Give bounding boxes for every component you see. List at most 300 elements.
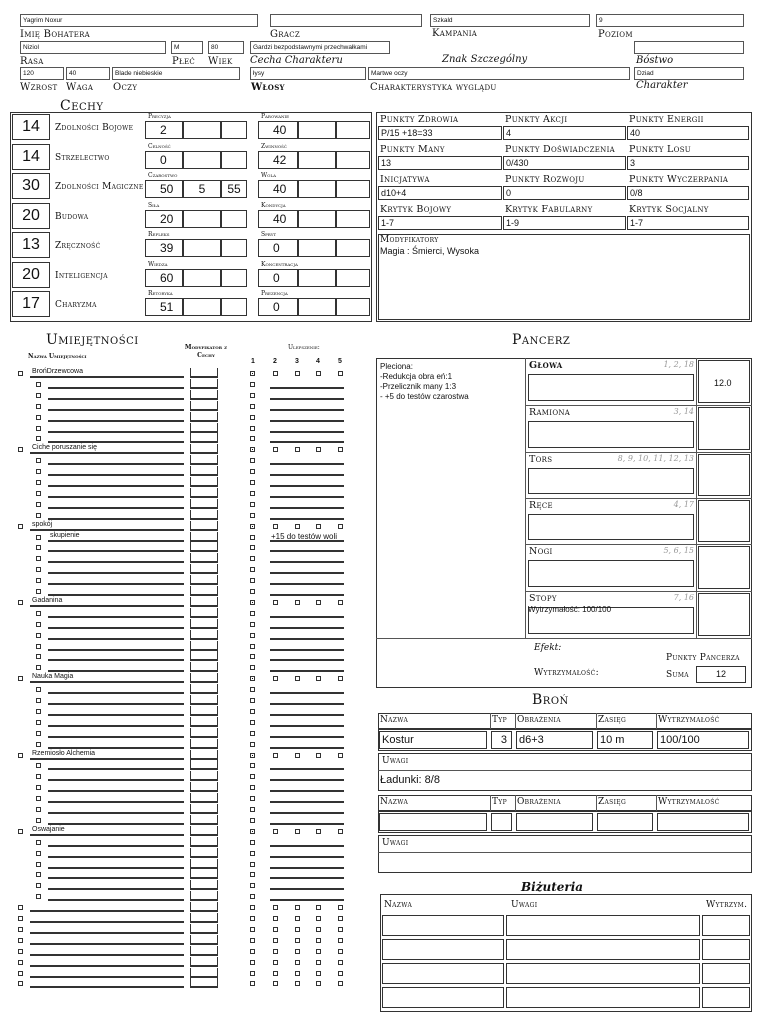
upgrade-note-field[interactable] xyxy=(270,859,344,869)
upgrade-checkbox-5[interactable] xyxy=(338,447,343,452)
skill-name-field[interactable] xyxy=(30,902,184,912)
subtrait-left-value[interactable]: 50 xyxy=(145,180,183,198)
skill-name-field[interactable] xyxy=(48,477,184,487)
upgrade-checkbox-1[interactable] xyxy=(250,502,255,507)
upgrade-checkbox-1[interactable] xyxy=(250,720,255,725)
upgrade-checkbox-5[interactable] xyxy=(338,960,343,965)
upgrade-checkbox-4[interactable] xyxy=(316,524,321,529)
skill-name-field[interactable] xyxy=(30,946,184,956)
upgrade-note-field[interactable] xyxy=(270,455,344,465)
jewelry-notes-field[interactable] xyxy=(506,915,700,936)
upgrade-checkbox-3[interactable] xyxy=(295,960,300,965)
eyes-field[interactable]: Blade niebieskie xyxy=(112,67,240,80)
subtrait-left-bonus[interactable] xyxy=(183,151,221,169)
subtrait-right-total[interactable] xyxy=(336,239,370,257)
skill-modifier-field[interactable] xyxy=(190,826,218,836)
skill-checkbox[interactable] xyxy=(36,709,41,714)
subtrait-left-value[interactable]: 60 xyxy=(145,269,183,287)
skill-modifier-field[interactable] xyxy=(190,488,218,498)
skill-name-field[interactable] xyxy=(30,913,184,923)
subtrait-right-bonus[interactable] xyxy=(298,151,336,169)
subtrait-left-total[interactable] xyxy=(221,298,247,316)
skill-name-field[interactable] xyxy=(48,630,184,640)
skill-checkbox[interactable] xyxy=(36,796,41,801)
upgrade-checkbox-3[interactable] xyxy=(295,829,300,834)
upgrade-note-field[interactable] xyxy=(270,608,344,618)
sex-field[interactable]: M xyxy=(171,41,203,54)
skill-modifier-field[interactable] xyxy=(190,815,218,825)
upgrade-checkbox-2[interactable] xyxy=(273,938,278,943)
skill-modifier-field[interactable] xyxy=(190,837,218,847)
skill-checkbox[interactable] xyxy=(36,578,41,583)
point-value[interactable]: d10+4 xyxy=(378,186,502,200)
skill-name-field[interactable] xyxy=(48,553,184,563)
upgrade-checkbox-1[interactable] xyxy=(250,807,255,812)
armor-part-value-box[interactable] xyxy=(698,407,750,450)
skill-name-field[interactable]: Gadanina xyxy=(30,597,184,607)
upgrade-checkbox-1[interactable] xyxy=(250,872,255,877)
jewelry-name-field[interactable] xyxy=(382,963,504,984)
jewelry-notes-field[interactable] xyxy=(506,963,700,984)
upgrade-checkbox-4[interactable] xyxy=(316,371,321,376)
upgrade-checkbox-5[interactable] xyxy=(338,524,343,529)
upgrade-checkbox-1[interactable] xyxy=(250,851,255,856)
upgrade-checkbox-3[interactable] xyxy=(295,927,300,932)
point-value[interactable]: 13 xyxy=(378,156,502,170)
skill-modifier-field[interactable] xyxy=(190,695,218,705)
skill-name-field[interactable] xyxy=(48,662,184,672)
upgrade-note-field[interactable] xyxy=(270,728,344,738)
subtrait-right-bonus[interactable] xyxy=(298,269,336,287)
weight-field[interactable]: 40 xyxy=(66,67,110,80)
skill-modifier-field[interactable] xyxy=(190,968,218,978)
upgrade-checkbox-1[interactable] xyxy=(250,545,255,550)
upgrade-note-field[interactable] xyxy=(270,651,344,661)
skill-checkbox[interactable] xyxy=(36,862,41,867)
upgrade-checkbox-1[interactable] xyxy=(250,469,255,474)
skill-checkbox[interactable] xyxy=(36,807,41,812)
armor-part-value-box[interactable] xyxy=(698,546,750,589)
skill-modifier-field[interactable] xyxy=(190,869,218,879)
point-value[interactable]: 1-7 xyxy=(627,216,749,230)
skill-name-field[interactable] xyxy=(30,957,184,967)
skill-checkbox[interactable] xyxy=(36,502,41,507)
upgrade-checkbox-1[interactable] xyxy=(250,567,255,572)
skill-modifier-field[interactable] xyxy=(190,771,218,781)
upgrade-checkbox-1[interactable] xyxy=(250,371,255,376)
upgrade-checkbox-2[interactable] xyxy=(273,916,278,921)
jewelry-durability-field[interactable] xyxy=(702,939,750,960)
upgrade-note-field[interactable] xyxy=(270,848,344,858)
upgrade-checkbox-4[interactable] xyxy=(316,905,321,910)
skill-name-field[interactable]: skupienie xyxy=(48,532,184,542)
subtrait-left-value[interactable]: 0 xyxy=(145,151,183,169)
upgrade-checkbox-1[interactable] xyxy=(250,458,255,463)
trait-value[interactable]: 20 xyxy=(12,262,50,288)
upgrade-checkbox-4[interactable] xyxy=(316,600,321,605)
upgrade-note-field[interactable] xyxy=(270,684,344,694)
skill-checkbox[interactable] xyxy=(18,524,23,529)
skill-modifier-field[interactable] xyxy=(190,466,218,476)
upgrade-note-field[interactable] xyxy=(270,553,344,563)
upgrade-checkbox-1[interactable] xyxy=(250,949,255,954)
upgrade-checkbox-2[interactable] xyxy=(273,600,278,605)
upgrade-note-field[interactable] xyxy=(270,739,344,749)
skill-name-field[interactable] xyxy=(48,891,184,901)
upgrade-note-field[interactable] xyxy=(270,575,344,585)
subtrait-left-total[interactable] xyxy=(221,210,247,228)
armor-part-field[interactable] xyxy=(528,421,694,448)
subtrait-right-value[interactable]: 0 xyxy=(258,239,298,257)
skill-checkbox[interactable] xyxy=(36,480,41,485)
upgrade-note-field[interactable] xyxy=(270,488,344,498)
skill-name-field[interactable] xyxy=(48,619,184,629)
skill-name-field[interactable]: Oswajanie xyxy=(30,826,184,836)
skill-checkbox[interactable] xyxy=(18,905,23,910)
weapon-notes-value[interactable]: Ładunki: 8/8 xyxy=(380,774,440,786)
upgrade-checkbox-1[interactable] xyxy=(250,731,255,736)
skill-checkbox[interactable] xyxy=(36,513,41,518)
skill-checkbox[interactable] xyxy=(18,447,23,452)
upgrade-checkbox-5[interactable] xyxy=(338,916,343,921)
hair-field[interactable]: łysy xyxy=(250,67,366,80)
upgrade-checkbox-3[interactable] xyxy=(295,371,300,376)
upgrade-note-field[interactable] xyxy=(270,782,344,792)
skill-checkbox[interactable] xyxy=(18,927,23,932)
upgrade-note-field[interactable] xyxy=(270,880,344,890)
upgrade-checkbox-1[interactable] xyxy=(250,644,255,649)
upgrade-checkbox-1[interactable] xyxy=(250,971,255,976)
subtrait-right-bonus[interactable] xyxy=(298,121,336,139)
jewelry-name-field[interactable] xyxy=(382,939,504,960)
upgrade-checkbox-1[interactable] xyxy=(250,382,255,387)
upgrade-note-field[interactable] xyxy=(270,760,344,770)
subtrait-left-value[interactable]: 51 xyxy=(145,298,183,316)
subtrait-left-total[interactable] xyxy=(221,239,247,257)
upgrade-checkbox-1[interactable] xyxy=(250,665,255,670)
skill-modifier-field[interactable] xyxy=(190,728,218,738)
skill-name-field[interactable] xyxy=(48,706,184,716)
skill-name-field[interactable]: BrońDrzewcowa xyxy=(30,368,184,378)
upgrade-checkbox-2[interactable] xyxy=(273,960,278,965)
trait-value[interactable]: 30 xyxy=(12,173,50,199)
subtrait-right-bonus[interactable] xyxy=(298,180,336,198)
subtrait-right-total[interactable] xyxy=(336,269,370,287)
skill-checkbox[interactable] xyxy=(36,763,41,768)
skill-name-field[interactable] xyxy=(48,466,184,476)
upgrade-checkbox-5[interactable] xyxy=(338,829,343,834)
upgrade-note-woli[interactable]: +15 do testów woli xyxy=(271,532,338,541)
skill-modifier-field[interactable] xyxy=(190,641,218,651)
upgrade-checkbox-3[interactable] xyxy=(295,981,300,986)
upgrade-checkbox-1[interactable] xyxy=(250,894,255,899)
skill-modifier-field[interactable] xyxy=(190,706,218,716)
skill-checkbox[interactable] xyxy=(18,676,23,681)
skill-modifier-field[interactable] xyxy=(190,542,218,552)
upgrade-note-field[interactable] xyxy=(270,390,344,400)
skill-checkbox[interactable] xyxy=(36,436,41,441)
upgrade-checkbox-1[interactable] xyxy=(250,927,255,932)
skill-checkbox[interactable] xyxy=(36,622,41,627)
skill-modifier-field[interactable] xyxy=(190,880,218,890)
skill-name-field[interactable] xyxy=(48,782,184,792)
subtrait-right-value[interactable]: 0 xyxy=(258,269,298,287)
skill-name-field[interactable] xyxy=(30,935,184,945)
subtrait-right-value[interactable]: 40 xyxy=(258,180,298,198)
skill-name-field[interactable] xyxy=(48,869,184,879)
upgrade-checkbox-1[interactable] xyxy=(250,513,255,518)
upgrade-checkbox-1[interactable] xyxy=(250,491,255,496)
upgrade-note-field[interactable] xyxy=(270,771,344,781)
skill-name-field[interactable] xyxy=(48,771,184,781)
upgrade-checkbox-5[interactable] xyxy=(338,927,343,932)
trait-value[interactable]: 13 xyxy=(12,232,50,258)
upgrade-checkbox-2[interactable] xyxy=(273,753,278,758)
character-field[interactable]: Dziad xyxy=(634,67,744,80)
player-field[interactable] xyxy=(270,14,422,27)
upgrade-checkbox-3[interactable] xyxy=(295,447,300,452)
skill-modifier-field[interactable] xyxy=(190,957,218,967)
point-value[interactable]: 1-9 xyxy=(503,216,626,230)
upgrade-checkbox-2[interactable] xyxy=(273,676,278,681)
modifiers-value[interactable]: Magia : Śmierci, Wysoka xyxy=(380,246,479,256)
hero-name-field[interactable]: Yagrim Noxur xyxy=(20,14,258,27)
upgrade-note-field[interactable] xyxy=(270,706,344,716)
age-field[interactable]: 80 xyxy=(208,41,244,54)
subtrait-left-total[interactable] xyxy=(221,269,247,287)
upgrade-checkbox-1[interactable] xyxy=(250,763,255,768)
jewelry-durability-field[interactable] xyxy=(702,987,750,1008)
skill-name-field[interactable] xyxy=(30,968,184,978)
skill-name-field[interactable] xyxy=(48,651,184,661)
skill-name-field[interactable] xyxy=(48,412,184,422)
upgrade-checkbox-1[interactable] xyxy=(250,698,255,703)
skill-name-field[interactable] xyxy=(48,859,184,869)
upgrade-checkbox-1[interactable] xyxy=(250,796,255,801)
upgrade-checkbox-1[interactable] xyxy=(250,742,255,747)
trait-value[interactable]: 14 xyxy=(12,114,50,140)
skill-checkbox[interactable] xyxy=(36,393,41,398)
skill-name-field[interactable] xyxy=(48,880,184,890)
upgrade-checkbox-4[interactable] xyxy=(316,949,321,954)
skill-checkbox[interactable] xyxy=(36,567,41,572)
upgrade-checkbox-1[interactable] xyxy=(250,709,255,714)
upgrade-checkbox-5[interactable] xyxy=(338,753,343,758)
skill-checkbox[interactable] xyxy=(36,469,41,474)
upgrade-note-field[interactable] xyxy=(270,641,344,651)
subtrait-left-bonus[interactable] xyxy=(183,269,221,287)
subtrait-right-value[interactable]: 0 xyxy=(258,298,298,316)
upgrade-checkbox-4[interactable] xyxy=(316,971,321,976)
upgrade-checkbox-1[interactable] xyxy=(250,556,255,561)
upgrade-note-field[interactable] xyxy=(270,564,344,574)
upgrade-checkbox-4[interactable] xyxy=(316,753,321,758)
weapon-type-field[interactable] xyxy=(491,813,512,831)
upgrade-checkbox-1[interactable] xyxy=(250,774,255,779)
skill-name-field[interactable] xyxy=(48,760,184,770)
skill-modifier-field[interactable] xyxy=(190,673,218,683)
skill-modifier-field[interactable] xyxy=(190,521,218,531)
skill-modifier-field[interactable] xyxy=(190,717,218,727)
campaign-field[interactable]: Szkald xyxy=(430,14,590,27)
upgrade-note-field[interactable] xyxy=(270,837,344,847)
upgrade-checkbox-1[interactable] xyxy=(250,862,255,867)
upgrade-checkbox-2[interactable] xyxy=(273,949,278,954)
skill-modifier-field[interactable] xyxy=(190,608,218,618)
skill-name-field[interactable] xyxy=(48,575,184,585)
skill-checkbox[interactable] xyxy=(36,774,41,779)
skill-checkbox[interactable] xyxy=(18,371,23,376)
subtrait-right-bonus[interactable] xyxy=(298,239,336,257)
skill-name-field[interactable] xyxy=(48,695,184,705)
weapon-range-field[interactable] xyxy=(597,813,653,831)
upgrade-note-field[interactable] xyxy=(270,815,344,825)
weapon-range-field[interactable]: 10 m xyxy=(597,731,653,749)
skill-checkbox[interactable] xyxy=(36,644,41,649)
upgrade-checkbox-1[interactable] xyxy=(250,905,255,910)
upgrade-checkbox-1[interactable] xyxy=(250,524,255,529)
skill-modifier-field[interactable] xyxy=(190,750,218,760)
skill-modifier-field[interactable] xyxy=(190,499,218,509)
upgrade-note-field[interactable] xyxy=(270,695,344,705)
upgrade-checkbox-3[interactable] xyxy=(295,676,300,681)
skill-checkbox[interactable] xyxy=(36,415,41,420)
upgrade-checkbox-3[interactable] xyxy=(295,938,300,943)
skill-modifier-field[interactable] xyxy=(190,684,218,694)
trait-value[interactable]: 20 xyxy=(12,203,50,229)
trait-field[interactable]: Gardzi bezpodstawnymi przechwałkami xyxy=(250,41,390,54)
upgrade-checkbox-1[interactable] xyxy=(250,938,255,943)
subtrait-right-bonus[interactable] xyxy=(298,210,336,228)
upgrade-note-field[interactable] xyxy=(270,630,344,640)
skill-name-field[interactable] xyxy=(48,608,184,618)
skill-modifier-field[interactable] xyxy=(190,553,218,563)
armor-part-field[interactable] xyxy=(528,374,694,401)
skill-checkbox[interactable] xyxy=(18,981,23,986)
upgrade-checkbox-2[interactable] xyxy=(273,905,278,910)
skill-name-field[interactable] xyxy=(48,564,184,574)
skill-checkbox[interactable] xyxy=(36,785,41,790)
trait-value[interactable]: 17 xyxy=(12,291,50,317)
skill-name-field[interactable] xyxy=(48,641,184,651)
point-value[interactable]: 0/8 xyxy=(627,186,749,200)
skill-modifier-field[interactable] xyxy=(190,804,218,814)
upgrade-checkbox-4[interactable] xyxy=(316,916,321,921)
skill-modifier-field[interactable] xyxy=(190,379,218,389)
skill-checkbox[interactable] xyxy=(36,404,41,409)
upgrade-checkbox-2[interactable] xyxy=(273,971,278,976)
skill-checkbox[interactable] xyxy=(36,589,41,594)
skill-name-field[interactable]: Nauka Magia xyxy=(30,673,184,683)
deity-top-field[interactable] xyxy=(634,41,744,54)
armor-description[interactable] xyxy=(380,362,469,402)
upgrade-checkbox-1[interactable] xyxy=(250,436,255,441)
point-value[interactable]: 4 xyxy=(503,126,626,140)
subtrait-left-total[interactable] xyxy=(221,121,247,139)
skill-modifier-field[interactable] xyxy=(190,739,218,749)
point-value[interactable]: 40 xyxy=(627,126,749,140)
skill-checkbox[interactable] xyxy=(36,556,41,561)
upgrade-checkbox-2[interactable] xyxy=(273,981,278,986)
skill-modifier-field[interactable] xyxy=(190,782,218,792)
subtrait-left-bonus[interactable] xyxy=(183,121,221,139)
skill-name-field[interactable] xyxy=(48,379,184,389)
upgrade-checkbox-3[interactable] xyxy=(295,905,300,910)
subtrait-right-total[interactable] xyxy=(336,180,370,198)
skill-checkbox[interactable] xyxy=(36,894,41,899)
upgrade-checkbox-3[interactable] xyxy=(295,524,300,529)
skill-name-field[interactable]: Ciche poruszanie się xyxy=(30,444,184,454)
upgrade-checkbox-4[interactable] xyxy=(316,676,321,681)
skill-modifier-field[interactable] xyxy=(190,390,218,400)
upgrade-note-field[interactable] xyxy=(270,869,344,879)
skill-name-field[interactable] xyxy=(48,401,184,411)
weapon-name-field[interactable] xyxy=(379,813,487,831)
skill-name-field[interactable] xyxy=(48,510,184,520)
upgrade-checkbox-2[interactable] xyxy=(273,447,278,452)
skill-checkbox[interactable] xyxy=(36,720,41,725)
skill-checkbox[interactable] xyxy=(36,742,41,747)
skill-modifier-field[interactable] xyxy=(190,924,218,934)
upgrade-checkbox-1[interactable] xyxy=(250,883,255,888)
upgrade-note-field[interactable] xyxy=(270,586,344,596)
upgrade-checkbox-1[interactable] xyxy=(250,633,255,638)
upgrade-checkbox-2[interactable] xyxy=(273,927,278,932)
armor-head-value[interactable]: 12.0 xyxy=(714,378,732,388)
skill-name-field[interactable] xyxy=(48,455,184,465)
skill-checkbox[interactable] xyxy=(36,698,41,703)
skill-checkbox[interactable] xyxy=(36,382,41,387)
skill-checkbox[interactable] xyxy=(36,491,41,496)
jewelry-durability-field[interactable] xyxy=(702,963,750,984)
upgrade-checkbox-4[interactable] xyxy=(316,960,321,965)
skill-checkbox[interactable] xyxy=(36,731,41,736)
skill-modifier-field[interactable] xyxy=(190,619,218,629)
weapon-name-field[interactable]: Kostur xyxy=(379,731,487,749)
upgrade-checkbox-5[interactable] xyxy=(338,371,343,376)
subtrait-left-value[interactable]: 20 xyxy=(145,210,183,228)
weapon-type-field[interactable]: 3 xyxy=(491,731,512,749)
skill-modifier-field[interactable] xyxy=(190,368,218,378)
skill-checkbox[interactable] xyxy=(36,840,41,845)
armor-part-value-box[interactable] xyxy=(698,593,750,636)
upgrade-checkbox-4[interactable] xyxy=(316,447,321,452)
upgrade-checkbox-3[interactable] xyxy=(295,971,300,976)
skill-name-field[interactable] xyxy=(48,815,184,825)
skill-checkbox[interactable] xyxy=(36,851,41,856)
skill-checkbox[interactable] xyxy=(18,829,23,834)
skill-modifier-field[interactable] xyxy=(190,859,218,869)
skill-checkbox[interactable] xyxy=(18,600,23,605)
upgrade-note-field[interactable] xyxy=(270,717,344,727)
subtrait-right-value[interactable]: 40 xyxy=(258,121,298,139)
upgrade-checkbox-1[interactable] xyxy=(250,393,255,398)
skill-modifier-field[interactable] xyxy=(190,913,218,923)
armor-part-value-box[interactable] xyxy=(698,454,750,496)
skill-name-field[interactable] xyxy=(48,728,184,738)
upgrade-checkbox-1[interactable] xyxy=(250,687,255,692)
upgrade-checkbox-1[interactable] xyxy=(250,415,255,420)
upgrade-note-field[interactable] xyxy=(270,542,344,552)
upgrade-note-field[interactable] xyxy=(270,619,344,629)
skill-checkbox[interactable] xyxy=(18,916,23,921)
upgrade-checkbox-1[interactable] xyxy=(250,916,255,921)
skill-checkbox[interactable] xyxy=(36,687,41,692)
upgrade-checkbox-1[interactable] xyxy=(250,654,255,659)
upgrade-checkbox-1[interactable] xyxy=(250,840,255,845)
jewelry-name-field[interactable] xyxy=(382,987,504,1008)
upgrade-checkbox-1[interactable] xyxy=(250,676,255,681)
